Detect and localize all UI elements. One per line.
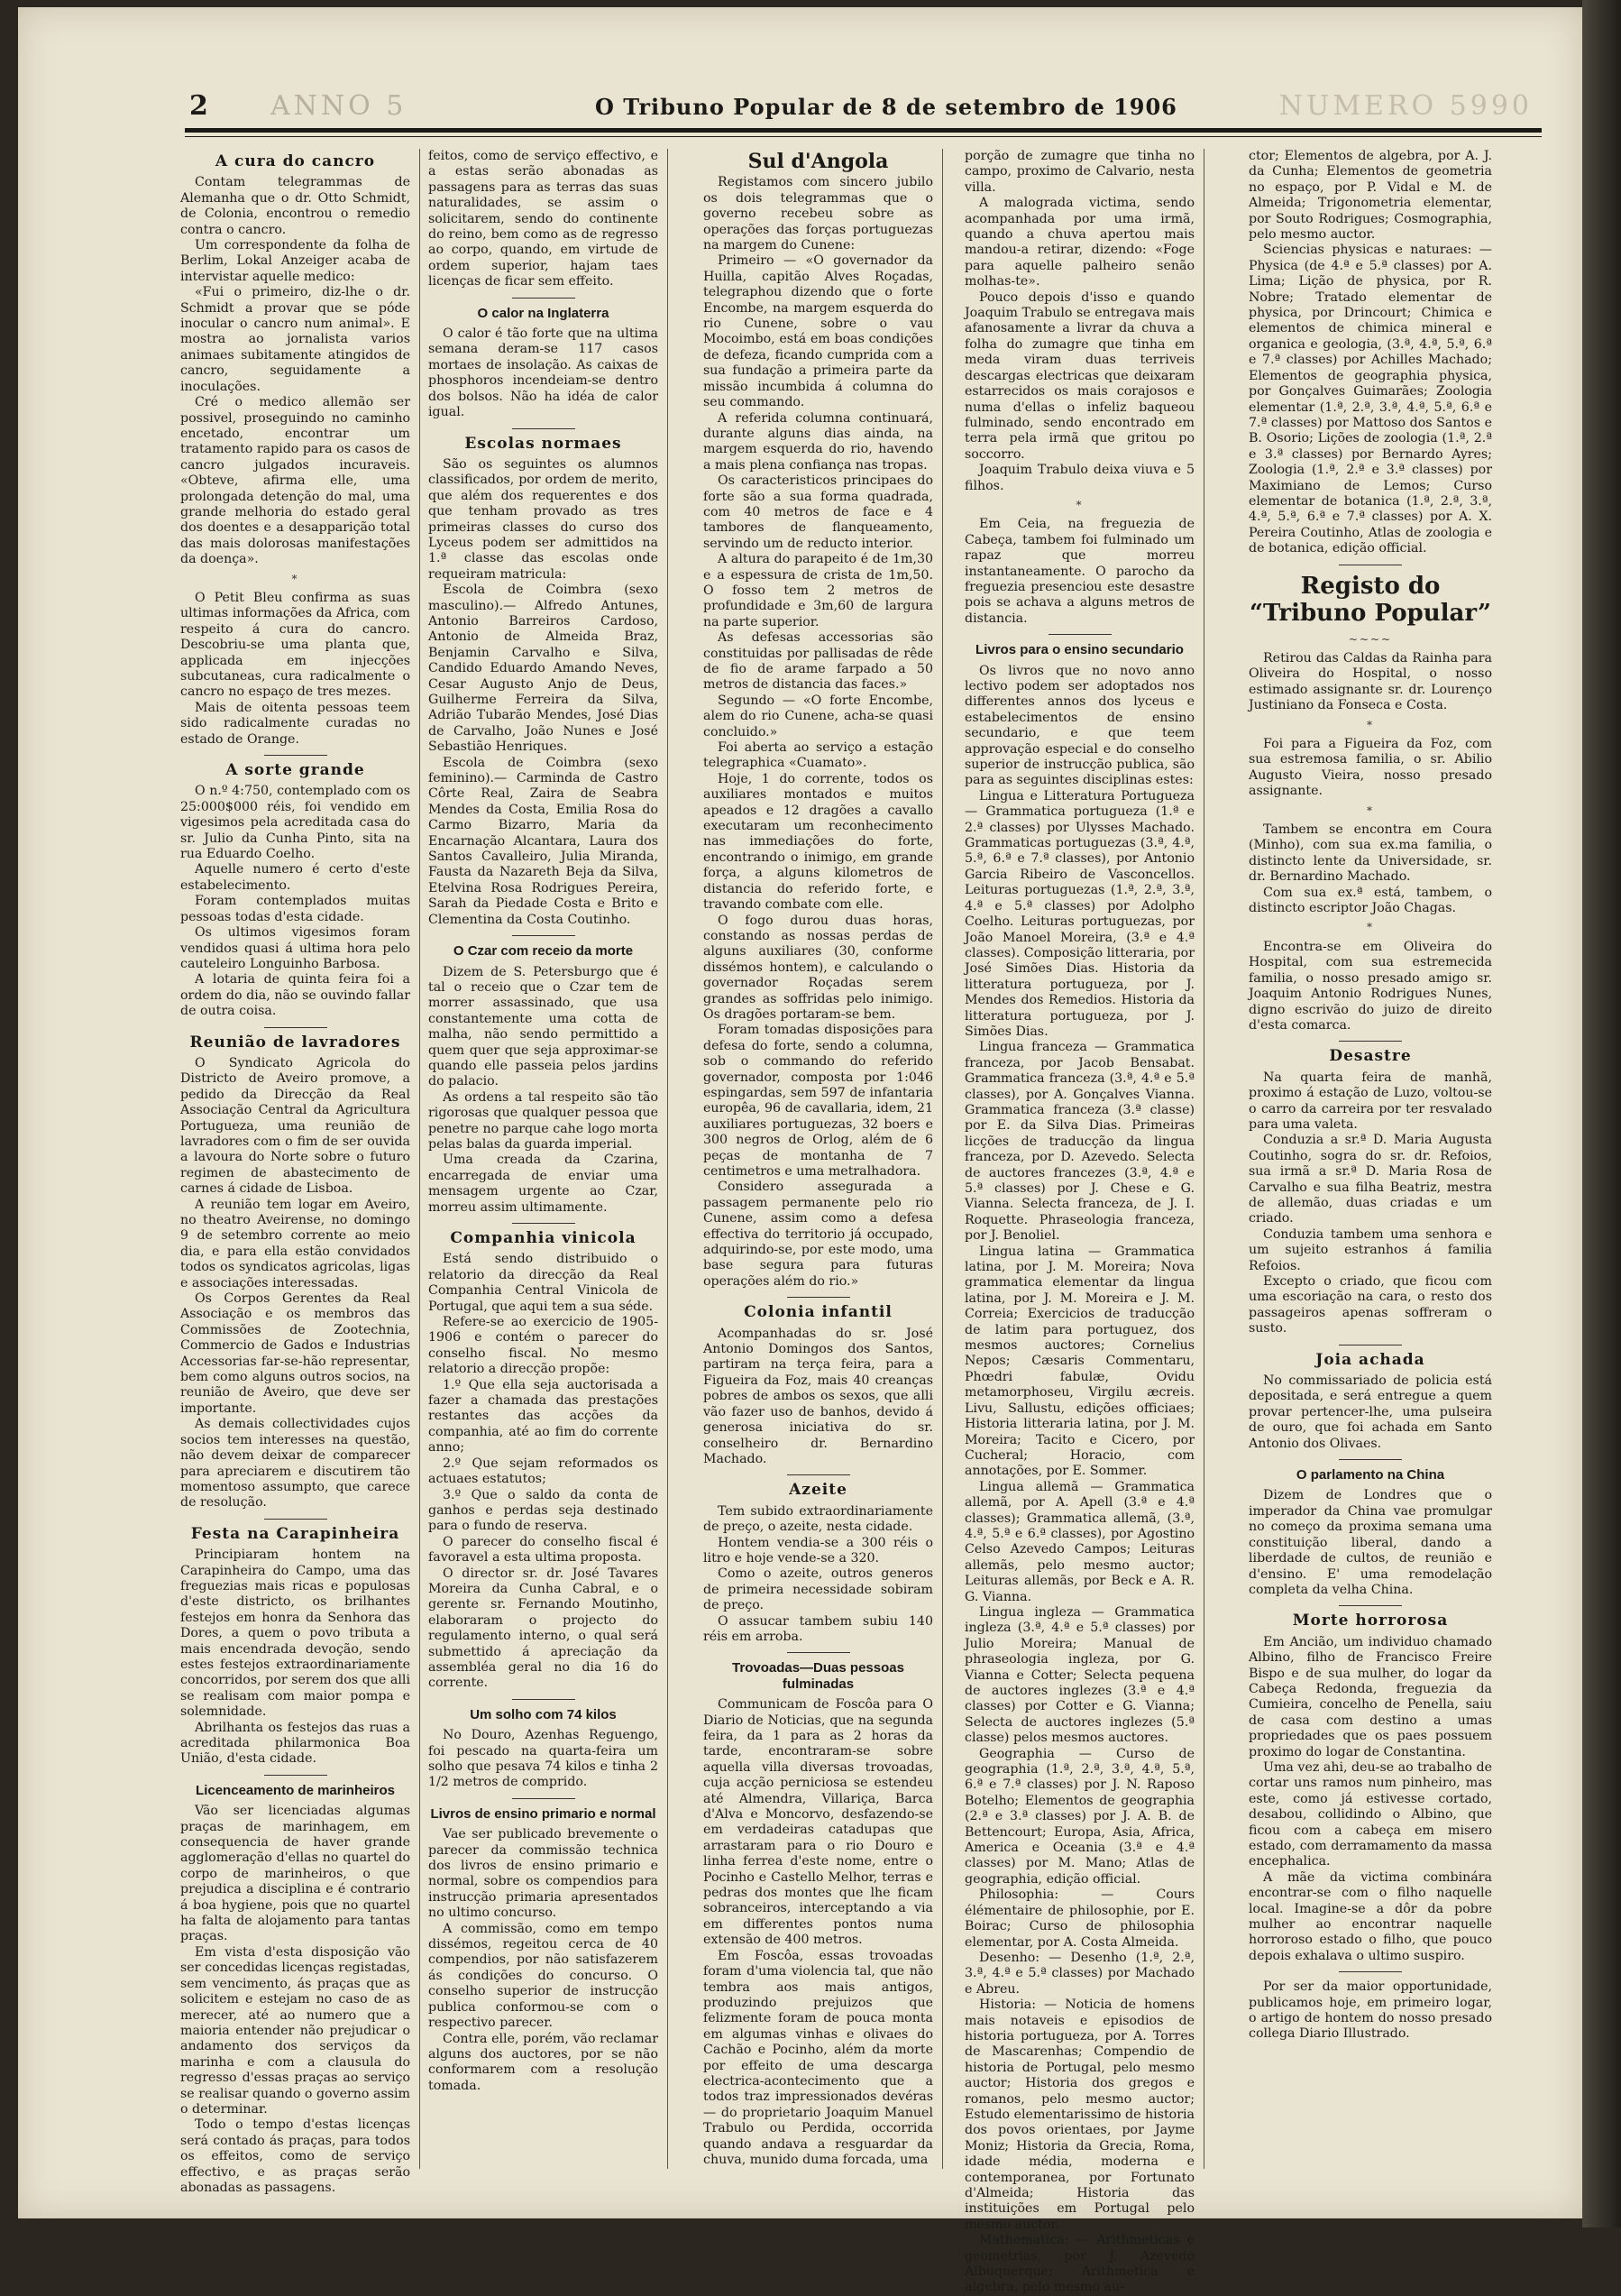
article-paragraph: As ordens a tal respeito são tão rigorosas que qualquer pessoa que penetre no parque cahe logo morta pelas balas da guarda imperial. [428,1089,658,1152]
article-headline: Colonia infantil [744,1303,893,1322]
article-paragraph: Refere-se ao exercicio de 1905-1906 e contém o parecer do conselho fiscal. No mesmo relatorio a direcção propõe: [428,1315,658,1377]
section-rule [512,428,575,429]
article-paragraph: Conduzia a sr.ª D. Maria Augusta Coutinho, sogra do sr. dr. Refoios, sua irmã a sr.ª D. Maria Rosa de Carvalho e sua filha Beatriz, mestra de allemão, duas criadas e um criado. [1249,1133,1492,1226]
article-paragraph: Conduzia tambem uma senhora e um sujeito estranhos á familia Refoios. [1249,1226,1492,1273]
article-paragraph: Desenho: — Desenho (1.ª, 2.ª, 3.ª, 4.ª e 5.ª classes) por Machado e Abreu. [965,1950,1195,1997]
article-paragraph: Cré o medico allemão ser possivel, proseguindo no caminho encetado, encontrar um tratamento rapido para os casos de cancro julgados incuraveis. «Obteve, afirma elle, uma prolongada detenção do mal, uma grande melhoria do estado geral dos doentes e a desapparição total das mais dolorosas manifestações da doença». [180,395,410,567]
article-paragraph: Communicam de Foscôa para O Diario de Noticias, que na segunda feira, da 1 para as 2 horas da tarde, encontraram-se sobre aquella villa diversas trovoadas, cuja acção perniciosa se estendeu até Almendra, Villariça, Barca d'Alva e Moncorvo, desfazendo-se em verdadeiras catadupas que arrastaram para o rio Douro e linha ferrea d'este nome, entre o Pocinho e Castello Melhor, terras e pedras dos montes que lhe ficam sobranceiros, interceptando a via em differentes pontos numa extensão de 400 metros. [703,1697,933,1948]
article-headline: O calor na Inglaterra [477,305,609,321]
article-paragraph: A malograda victima, sendo acompanhada por uma irmã, quando a chuva apertou mais mandou-a retirar, dizendo: «Foge para aquelle palheiro senão molhas-te». [965,196,1195,289]
column-divider [419,149,420,2169]
article-paragraph: Em Foscôa, essas trovoadas foram d'uma violencia tal, que não tembra aos mais antigos, produzindo prejuizos que felizmente foram de pouca monta em algumas vinhas e olivaes do Cachão e Pocinho, além da morte por effeito de uma descarga electrica-acontecimento que a todos traz impressionados devéras — do proprietario Joaquim Manuel Trabulo ou Perdida, occorrida quando andava a resguardar da chuva, munido duma forcada, uma [703,1948,933,2167]
article-paragraph: Vão ser licenciadas algumas praças de marinhagem, em consequencia de haver grande agglomeração d'ellas no quartel do corpo de marinheiros, o que prejudica a disciplina e é contrario á boa hygiene, pois que no quartel ha falta de alojamento para tantas praças. [180,1804,410,1944]
ornament: * [1367,804,1374,817]
article-headline: Escolas normaes [464,434,622,453]
article-paragraph: Tambem se encontra em Coura (Minho), com sua ex.ma familia, o distincto lente da Universidade, sr. dr. Bernardino Machado. [1249,822,1492,885]
section-rule [264,1519,327,1520]
article-headline: Livros para o ensino secundario [975,642,1184,658]
column-2 [428,149,658,2187]
page-number: 2 [189,90,208,122]
article-headline: Licenceamento de marinheiros [196,1782,395,1798]
article-paragraph: Como o azeite, outros generos de primeira necessidade sobiram de preço. [703,1566,933,1613]
article-paragraph: Pouco depois d'isso e quando Joaquim Trabulo se entregava mais afanosamente a livrar da chuva a folha do zumagre que tinha em meda viram duas terriveis descargas electricas que deixaram estarrecidos os mais corajosos e numa d'ellas o infeliz baqueou fulminado, sendo encontrado em terra pela irmã que gritou po soccorro. [965,289,1195,462]
article-paragraph: Dizem de S. Petersburgo que é tal o receio que o Czar tem de morrer assassinado, que usa constantemente uma cotta de malha, não sendo permittido a quem quer que seja approximar-se quando elle passeia pelos jardins do palacio. [428,964,658,1089]
article-paragraph: Foi para a Figueira da Foz, com sua estremosa familia, o sr. Abilio Augusto Vieira, nosso presado assignante. [1249,737,1492,799]
article-paragraph: Em Ceia, na freguezia de Cabeça, tambem foi fulminado um rapaz que morreu instantaneamente. O parocho da freguezia presenciou este desastre pois se achava a alguns metros de distancia. [965,517,1195,626]
article-paragraph: 3.º Que o saldo da conta de ganhos e perdas seja destinado para o fundo de reserva. [428,1487,658,1534]
section-rule [1339,1041,1402,1042]
ornament: * [1367,718,1374,731]
article-paragraph: Aquelle numero é certo d'este estabelecimento. [180,862,410,893]
article-paragraph: Em vista d'esta disposição vão ser concedidas licenças registadas, sem vencimento, ás praças que as solicitem e estejam no caso de as merecer, até ao numero que a maioria entender não prejudicar o andamento dos serviços da marinha e com a clausula do regresso d'essas praças ao serviço se realisar quando o governo assim o determinar. [180,1944,410,2117]
article-paragraph: O Petit Bleu confirma as suas ultimas informações da Africa, com respeito á cura do cancro. Descobriu-se uma planta que, applicada em injecções subcutaneas, cura radicalmente o cancro no espaço de tres mezes. [180,590,410,700]
article-headline: Registo do “Tribuno Popular” [1250,572,1491,627]
article-paragraph: Segundo — «O forte Encombe, alem do rio Cunene, acha-se quasi concluido.» [703,693,933,739]
article-headline: Trovoadas—Duas pessoas fulminadas [732,1660,904,1692]
article-paragraph: O director sr. dr. José Tavares Moreira da Cunha Cabral, e o gerente sr. Fernando Moutinho, elaboraram o projecto do regulamento interno, o qual será submettido á apreciação da assembléa geral no dia 16 do corrente. [428,1566,658,1691]
article-paragraph: Lingua allemã — Grammatica allemã, por A. Apell (3.ª e 4.ª classes); Grammatica allemã, (3.ª, 4.ª, 5.ª e 6.ª classes), por Agostino Celso Azevedo Campos; Leituras allemãs, pelo mesmo auctor; Leituras allemãs, por Beck e A. R. G. Vianna. [965,1479,1195,1604]
numero-ghost: NUMERO 5990 [1278,90,1533,122]
article-paragraph: Os ultimos vigesimos foram vendidos quasi á ultima hora pelo cauteleiro Longuinho Barbosa. [180,925,410,971]
article-paragraph: Uma vez ahi, deu-se ao trabalho de cortar uns ramos num pinheiro, mas este, como já estivesse cortado, desabou, collidindo o Albino, que ficou com a cabeça em misero estado, com derramamento da massa encephalica. [1249,1759,1492,1869]
ornament: * [1367,921,1374,934]
article-paragraph: Foi aberta ao serviço a estação telegraphica «Cuamato». [703,740,933,771]
section-rule [787,1474,850,1475]
article-paragraph: Hoje, 1 do corrente, todos os auxiliares montados e muitos apeados e 12 dragões a cavallo executaram um reconhecimento nas immediações do forte, encontrando o inimigo, em grande força, a alguns kilometros de distancia do referido forte, e travando combate com elle. [703,771,933,913]
article-paragraph: O assucar tambem subiu 140 réis em arroba. [703,1613,933,1644]
article-paragraph: Lingua ingleza — Grammatica ingleza (3.ª, 4.ª e 5.ª classes) por Julio Moreira; Manual de phraseologia ingleza, por G. Vianna e Cotter; Selecta pequena de auctores inglezes (3.ª e 4.ª classes) por Cotter e G. Vianna; Selecta de auctores inglezes (5.ª classe) pelos mesmos auctores. [965,1604,1195,1746]
article-paragraph: Principiaram hontem na Carapinheira do Campo, uma das freguezias mais ricas e populosas d'este districto, os brilhantes festejos em honra da Senhora das Dores, a quem o povo tributa a mais encendrada devoção, sendo estes festejos extraordinariamente concorridos, por serem dos que alli se realisam com maior pompa e solemnidade. [180,1548,410,1720]
article-paragraph: A lotaria de quinta feira foi a ordem do dia, não se ouvindo fallar de outra coisa. [180,972,410,1019]
article-headline: Joia achada [1315,1350,1425,1369]
article-paragraph: Tem subido extraordinariamente de preço, o azeite, nesta cidade. [703,1503,933,1535]
article-headline: O parlamento na China [1296,1467,1445,1483]
article-paragraph: Lingua latina — Grammatica latina, por J. M. Moreira; Nova grammatica elementar da lingua latina, por J. M. Moreira e J. M. Correia; Exercicios de traducção de latim para portuguez, dos mesmos auctores; Cornelius Nepos; Cæsaris Commentaru, Phœdri fabulæ, Ovidu metamorphoseu, Virgilu æcreis. Livu, Sallustu, edições officiaes; Historia litteraria latina, por J. M. Moreira; Tacito e Cicero, por Cucheral; Horacio, com annotações, por E. Sommer. [965,1244,1195,1479]
article-paragraph: Hontem vendia-se a 300 réis o litro e hoje vende-se a 320. [703,1535,933,1566]
article-paragraph: Foram contemplados muitas pessoas todas d'esta cidade. [180,894,410,924]
article-paragraph: Vae ser publicado brevemente o parecer da commissão technica dos livros de ensino primario e normal, sobre os compendios para instrucção primaria apresentados no ultimo concurso. [428,1827,658,1921]
article-headline: A cura do cancro [215,152,376,170]
column-3 [703,149,933,2187]
article-paragraph: Considero assegurada a passagem permanente pelo rio Cunene, assim como a defesa effectiva do territorio já occupado, adquirindo-se, por este modo, uma base segura para futuras operações além do rio.» [703,1180,933,1289]
column-divider [942,149,943,2169]
page-edge-shadow [1582,0,1621,2227]
article-headline: O Czar com receio da morte [453,943,634,960]
section-rule [264,1027,327,1028]
article-paragraph: As defesas accessorias são constituidas por pallisadas de rêde de fio de arame farpado a 50 metros de distancia das faces.» [703,630,933,693]
article-paragraph: porção de zumagre que tinha no campo, proximo de Calvario, nesta villa. [965,149,1195,195]
section-rule [1339,1971,1402,1972]
article-paragraph: Retirou das Caldas da Rainha para Oliveira do Hospital, o nosso estimado assignante sr. dr. Lourenço Justiniano da Fonseca e Costa. [1249,650,1492,713]
article-paragraph: 2.º Que sejam reformados os actuaes estatutos; [428,1456,658,1487]
article-paragraph: Um correspondente da folha de Berlim, Lokal Anzeiger acaba de intervistar aquelle medico: [180,238,410,284]
article-paragraph: A commissão, como em tempo dissémos, regeitou cerca de 40 compendios, por não satisfazerem ás condições do concurso. O conselho superior de instrucção publica conformou-se com o respectivo parecer. [428,1921,658,2031]
article-headline: A sorte grande [225,761,365,780]
masthead-title: O Tribuno Popular de 8 de setembro de 1906 [595,94,1177,120]
article-paragraph: No Douro, Azenhas Reguengo, foi pescado na quarta-feira um solho que pesava 74 kilos e tinha 2 1/2 metros de comprido. [428,1728,658,1790]
section-rule [1049,634,1112,635]
article-headline: Festa na Carapinheira [190,1524,400,1543]
article-paragraph: Registamos com sincero jubilo os dois telegrammas que o governo recebeu sobre as operações das forças portuguezas na margem do Cunene: [703,175,933,253]
section-rule [264,755,327,756]
article-paragraph: Escola de Coimbra (sexo feminino).— Carminda de Castro Côrte Real, Zaira de Seabra Mendes da Costa, Emilia Rosa do Carmo Bizarro, Maria da Encarnação Alcantara, Laura dos Santos Cavalleiro, Julia Miranda, Fausta da Nazareth Beja da Silva, Etelvina Rosa Rodrigues Pereira, Sarah da Piedade Costa e Brito e Clementina da Costa Coutinho. [428,755,658,927]
column-divider [667,149,668,2169]
article-paragraph: Os caracteristicos principaes do forte são a sua forma quadrada, com 40 metros de face e 4 tambores de flanqueamento, servindo um de reducto interior. [703,473,933,551]
masthead [171,90,1542,126]
article-paragraph: feitos, como de serviço effectivo, e a estas serão abonadas as passagens para as terras das suas naturalidades, se assim o solicitarem, sendo do continente do reino, bem como as de regresso ao corpo, quando, em virtude de ordem superior, hajam taes licenças de ficar sem effeito. [428,149,658,289]
article-paragraph: Geographia — Curso de geographia (1.ª, 2.ª, 3.ª, 4.ª, 5.ª, 6.ª e 7.ª classes) por J. N. Raposo Botelho; Elementos de geographia (2.ª e 3.ª classes) por J. A. B. de Bettencourt; Europa, Asia, Africa, America e Oceania (3.ª e 4.ª classes) por M. Mano; Atlas de geographia, edição official. [965,1746,1195,1887]
article-headline: Reunião de lavradores [189,1033,401,1052]
article-paragraph: O calor é tão forte que na ultima semana deram-se 117 casos mortaes de insolação. As caixas de phosphoros incendeiam-se dentro dos bolsos. Não ha idéa de calor igual. [428,326,658,420]
article-paragraph: Dizem de Londres que o imperador da China vae promulgar no começo da proxima semana uma constituição liberal, dando a liberdade de cultos, de reunião e d'ensino. E' uma remodelação completa da velha China. [1249,1488,1492,1597]
article-paragraph: A mãe da victima combinára encontrar-se com o filho naquelle local. Imagine-se a dôr da pobre mulher ao encontrar naquelle horroroso estado o filho, que pouco depois exhalava o ultimo suspiro. [1249,1869,1492,1963]
section-rule [1339,1605,1402,1606]
article-paragraph: Foram tomadas disposições para defesa do forte, sendo a columna, sob o commando do referido governador, composta por 1:046 espingardas, sem 597 de infantaria europêa, 96 de cavallaria, idem, 21 auxiliares portuguezas, 32 boers e 300 negros de Orlog, além de 6 peças de montanha de 7 centimetros e uma metralhadora. [703,1023,933,1179]
section-rule [512,935,575,936]
section-rule [1339,1459,1402,1460]
article-paragraph: O fogo durou duas horas, constando as nossas perdas de alguns auxiliares (30, conforme dissémos hontem), e calculando o governador Roçadas serem grandes as soffridas pelo inimigo. Os dragões portaram-se bem. [703,913,933,1022]
article-paragraph: Todo o tempo d'estas licenças será contado ás praças, para todos os effeitos, como de serviço effectivo, e as praças serão abonadas as passagens. [180,2117,410,2195]
column-4 [965,149,1195,2295]
article-paragraph: Excepto o criado, que ficou com uma escoriação na cara, o resto dos passageiros apenas soffreram o susto. [1249,1274,1492,1336]
article-paragraph: Sciencias physicas e naturaes: — Physica (de 4.ª e 5.ª classes) por A. Lima; Lição de physica, por R. Nobre; Tratado elementar de physica, por Drincourt; Chimica e elementos de chimica mineral e organica e geologia, (3.ª, 4.ª, 5.ª, 6.ª e 7.ª classes) por Achilles Machado; Elementos de geographia physica, por Gonçalves Guimarães; Zoologia elementar (1.ª, 2.ª, 3.ª, 4.ª, 5.ª, 6.ª e 7.ª classes) por Mattoso dos Santos e B. Osorio; Lições de zoologia (1.ª, 2.ª e 3.ª classes) por Bernardo Ayres; Zoologia (1.ª, 2.ª e 3.ª classes) por Maximiano de Lemos; Curso elementar de botanica (1.ª, 2.ª, 3.ª, 4.ª, 5.ª, 6.ª e 7.ª classes) por A. X. Pereira Coutinho, Atlas de zoologia e de botanica, edição official. [1249,243,1492,556]
article-headline: Desastre [1329,1047,1412,1066]
article-paragraph: Está sendo distribuido o relatorio da direcção da Real Companhia Central Vinicola de Portugal, que aqui tem a sua séde. [428,1252,658,1314]
section-rule [787,1652,850,1653]
article-headline: Um solho com 74 kilos [470,1706,617,1722]
article-paragraph: O n.º 4:750, contemplado com os 25:000$000 réis, foi vendido em vigesimos pela acreditada casa do sr. Julio da Cunha Pinto, sita na rua Eduardo Coelho. [180,784,410,862]
section-rule [512,1223,575,1224]
article-paragraph: A altura do parapeito é de 1m,30 e a espessura de crista de 1m,50. O fosso tem 2 metros de profundidade e 3m,60 de largura na parte superior. [703,552,933,629]
article-paragraph: O Syndicato Agricola do Districto de Aveiro promove, a pedido da Direcção da Real Associação Central da Agricultura Portugueza, uma reunião de lavradores com o fim de ser ouvida a lavoura do Norte sobre o futuro regimen de abastecimento de carnes á cidade de Lisboa. [180,1055,410,1197]
article-paragraph: Na quarta feira de manhã, proximo á estação de Luzo, voltou-se o carro da carreira por ter resvalado para uma valeta. [1249,1070,1492,1132]
article-headline: Livros de ensino primario e normal [430,1805,656,1822]
article-paragraph: São os seguintes os alumnos classificados, por ordem de merito, que além dos requerentes e dos que tenham provado as tres primeiras classes do curso dos Lyceus podem ser admittidos na 1.ª classe das escolas onde requeiram matricula: [428,456,658,582]
article-paragraph: ctor; Elementos de algebra, por A. J. da Cunha; Elementos de geometria no espaço, por P. Vidal e M. de Almeida; Trigonometria elementar, por Souto Rodrigues; Cosmographia, pelo mesmo auctor. [1249,149,1492,243]
column-1 [180,149,410,2195]
section-rule [787,1297,850,1298]
article-paragraph: Os livros que no novo anno lectivo podem ser adoptados nos differentes annos dos lyceus e estabelecimentos de ensino secundario, e que teem approvação especial e do conselho superior de instrucção publica, são para as seguintes disciplinas estes: [965,663,1195,788]
section-rule [264,1775,327,1776]
article-paragraph: Em Ancião, um individuo chamado Albino, filho de Francisco Freire Bispo e de sua mulher, do logar da Cabeça Redonda, freguezia da Cumieira, concelho de Penella, saiu de casa com destino a umas propriedades que os paes possuem proximo do logar de Constantina. [1249,1634,1492,1759]
article-paragraph: Uma creada da Czarina, encarregada de enviar uma mensagem urgente ao Czar, morreu assim ultimamente. [428,1153,658,1215]
article-paragraph: Contra elle, porém, vão reclamar alguns dos auctores, por se não conformarem com a resolução tomada. [428,2031,658,2093]
article-paragraph: A referida columna continuará, durante alguns dias ainda, na margem esquerda do rio, havendo a mais plena confiança nas tropas. [703,410,933,473]
section-rule [512,1699,575,1700]
article-paragraph: Lingua e Litteratura Portugueza — Grammatica portugueza (1.ª e 2.ª classes) por Ulysses Machado. Grammaticas portuguezas (3.ª, 4.ª, 5.ª, 6.ª e 7.ª classes), por Antonio Garcia Ribeiro de Vasconcellos. Leituras portuguezas (1.ª, 2.ª, 3.ª, 4.ª e 5.ª classes) por Adolpho Coelho. Leituras portuguezas, por João Manoel Moreira, (3.ª e 4.ª classes). Composição litteraria, por José Simões Dias. Historia da litteratura portugueza, por J. Mendes dos Remedios. Historia da litteratura portugueza, por J. Simões Dias. [965,788,1195,1039]
article-headline: Morte horrorosa [1292,1612,1449,1630]
article-headline: Companhia vinicola [450,1229,636,1247]
anno-ghost: ANNO 5 [270,90,408,122]
article-paragraph: Acompanhadas do sr. José Antonio Domingos dos Santos, partiram na terça feira, para a Figueira da Foz, mais 40 creanças pobres de ambos os sexos, que alli vão fazer uso de banhos, devido á generosa iniciativa do sr. conselheiro dr. Bernardino Machado. [703,1326,933,1466]
article-paragraph: A reunião tem logar em Aveiro, no theatro Aveirense, no domingo 9 de setembro corrente ao meio dia, e para ella estão convidados todos os syndicatos agricolas, ligas e associações interessadas. [180,1197,410,1290]
ornament: * [1076,498,1084,511]
article-paragraph: Por ser da maior opportunidade, publicamos hoje, em primeiro logar, o artigo de hontem do nosso presado collega Diario Illustrado. [1249,1979,1492,2042]
article-paragraph: Abrilhanta os festejos das ruas a acreditada philarmonica Boa União, d'esta cidade. [180,1720,410,1767]
article-paragraph: Mathematica: — Arithmeticas e geometrias, por J. Azevedo Albuquerque; Arithmetica e algebra, pelo mesmo au- [965,2233,1195,2295]
article-paragraph: As demais collectividades cujos socios tem interesses na questão, não devem deixar de comparecer para apreciarem e discutirem tão momentoso assumpto, que carece de resolução. [180,1417,410,1511]
article-headline: Sul d'Angola [747,150,889,173]
article-paragraph: Os Corpos Gerentes da Real Associação e os membros das Commissões de Zootechnia, Commercio de Gados e Industrias Accessorias far-se-hão representar, bem como alguns outros socios, na reunião de Aveiro, que deve ser importante. [180,1291,410,1416]
article-paragraph: Contam telegrammas de Alemanha que o dr. Otto Schmidt, de Colonia, encontrou o remedio contra o cancro. [180,175,410,237]
article-paragraph: Mais de oitenta pessoas teem sido radicalmente curadas no estado de Orange. [180,700,410,747]
article-paragraph: Escola de Coimbra (sexo masculino).— Alfredo Antunes, Antonio Barreiros Cardoso, Antonio de Almeida Braz, Benjamin Carvalho e Silva, Candido Eduardo Amando Neves, Cesar Augusto Anjo de Deus, Guilherme Ferreira da Silva, Adrião Tubarão Mendes, José Dias de Carvalho, João Nunes e José Sebastião Henriques. [428,583,658,755]
article-paragraph: Com sua ex.ª está, tambem, o distincto escriptor João Chagas. [1249,885,1492,916]
ornament: ~~~~ [1348,632,1393,646]
article-paragraph: Philosophia: — Cours élémentaire de philosophie, por E. Boirac; Curso de philosophia elementar, por A. Costa Almeida. [965,1887,1195,1950]
article-paragraph: Encontra-se em Oliveira do Hospital, com sua estremecida familia, o nosso presado amigo sr. Joaquim Antonio Rodrigues Nunes, digno escrivão do juizo de direito d'esta comarca. [1249,939,1492,1033]
article-paragraph: Lingua franceza — Grammatica franceza, por Jacob Bensabat. Grammatica franceza (3.ª, 4.ª e 5.ª classes), por A. Gonçalves Vianna. Grammatica franceza (3.ª classe) por E. da Silva Dias. Primeiras licções de traducção da lingua franceza, por D. Azevedo. Selecta de auctores francezes (3.ª, 4.ª e 5.ª classes) por J. Chese e G. Vianna. Selecta franceza, de J. I. Roquette. Phraseologia franceza, por J. Benoliel. [965,1040,1195,1244]
column-5 [1249,149,1492,2187]
section-rule [512,1798,575,1799]
article-headline: Azeite [789,1481,847,1500]
article-paragraph: Joaquim Trabulo deixa viuva e 5 filhos. [965,463,1195,493]
article-paragraph: 1.º Que ella seja auctorisada a fazer a chamada das prestações restantes das acções da companhia, até ao fim do corrente anno; [428,1377,658,1456]
masthead-rule-thin [185,136,1542,137]
ornament: * [291,572,299,585]
masthead-rule [185,128,1542,133]
article-paragraph: Historia: — Noticia de homens mais notaveis e episodios de historia portugueza, por A. Torres de Mascarenhas; Compendio de historia de Portugal, pelo mesmo auctor; Historia dos gregos e romanos, pelo mesmo auctor; Estudo elementarissimo de historia dos povos orientaes, por Jayme Moniz; Historia da Grecia, Roma, idade média, moderna e contemporanea, por Fortunato d'Almeida; Historia das instituições em Portugal pelo mesmo auctor. [965,1998,1195,2232]
article-paragraph: Primeiro — «O governador da Huilla, capitão Alves Roçadas, telegraphou dizendo que o forte Encombe, na margem esquerda do rio Cunene, sobre o vau Mocoimbo, está em boas condições de defeza, ficando cumprida com a sua fundação a primeira parte da missão incumbida á columna do seu commando. [703,253,933,410]
article-paragraph: «Fui o primeiro, diz-lhe o dr. Schmidt a provar que se póde inocular o cancro num animal». E mostra ao jornalista varios animaes subitamente atingidos de cancro, seguidamente a inoculações. [180,285,410,394]
article-paragraph: No commissariado de policia está depositada, e será entregue a quem provar pertencer-lhe, uma pulseira de ouro, que foi achada em Santo Antonio dos Olivaes. [1249,1373,1492,1451]
article-paragraph: O parecer do conselho fiscal é favoravel a esta ultima proposta. [428,1534,658,1566]
